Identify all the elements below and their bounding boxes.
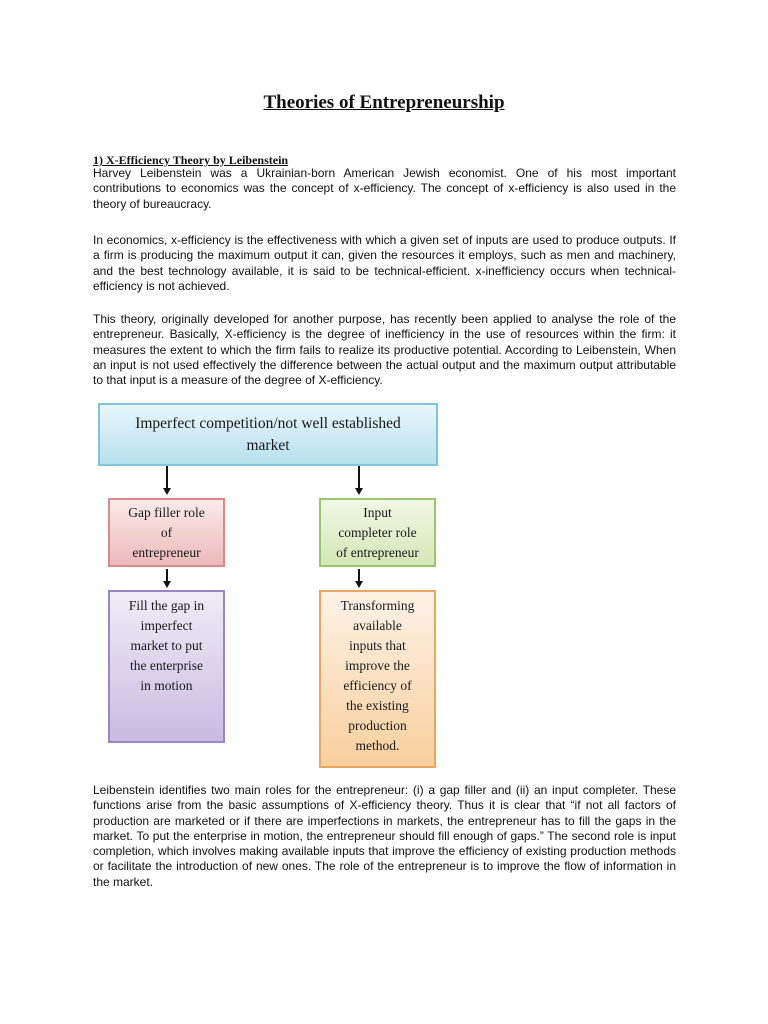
box-line: market to put (130, 638, 203, 653)
connector-line (166, 466, 168, 488)
box-line: entrepreneur (132, 544, 201, 560)
transforming-inputs-box (319, 590, 436, 768)
box-line: in motion (140, 678, 193, 693)
box-line: completer role (338, 524, 417, 540)
box-line: efficiency of (343, 678, 412, 693)
box-line: Fill the gap in (128, 598, 205, 613)
box-line: market (246, 436, 290, 454)
gap-filler-role-box (108, 498, 225, 567)
box-line: Imperfect competition/not well established (135, 414, 401, 432)
arrow-down-icon (163, 581, 171, 588)
box-line: method. (355, 738, 400, 753)
box-line: the enterprise (129, 658, 204, 673)
paragraph-roles: Leibenstein identifies two main roles for the entrepreneur: (i) a gap filler and (ii) an input completer. These functions arise from the basic assumptions of X-efficiency theory. Thus it is clear that “if not all factors of production are marketed or if there are imperfections in markets, the entrepreneur has to fill the gaps in the market. To put the enterprise in motion, the entrepreneur should fill enough of gaps.” The second role is input completion, which involves making available inputs that improve the efficiency of existing production methods or facilitate the introduction of new ones. The role of the entrepreneur is to improve the flow of information in the market. (93, 783, 676, 889)
paragraph-intro: Harvey Leibenstein was a Ukrainian-born American Jewish economist. One of his most important contributions to economics was the concept of x-efficiency. The concept of x-efficiency is also used in the theory of bureaucracy. (93, 166, 676, 211)
connector-line (166, 569, 168, 581)
section-heading: 1) X-Efficiency Theory by Leibenstein (93, 153, 289, 167)
box-line: of (160, 524, 173, 540)
input-completer-role-box (319, 498, 436, 567)
box-line: imperfect (140, 618, 193, 633)
arrow-down-icon (355, 488, 363, 495)
box-line: improve the (345, 658, 410, 673)
box-line: production (348, 718, 407, 733)
fill-the-gap-box (108, 590, 225, 743)
page-title: Theories of Entrepreneurship (263, 92, 505, 113)
box-line: the existing (346, 698, 409, 713)
box-line: Transforming (340, 598, 415, 613)
box-line: of entrepreneur (336, 544, 419, 560)
box-line: inputs that (349, 638, 406, 653)
arrow-down-icon (355, 581, 363, 588)
arrow-down-icon (163, 488, 171, 495)
box-line: Input (363, 504, 392, 520)
box-line: available (353, 618, 402, 633)
connector-line (358, 466, 360, 488)
paragraph-definition: In economics, x-efficiency is the effectiveness with which a given set of inputs are used to produce outputs. If a firm is producing the maximum output it can, given the resources it employs, such as men and machinery, and the best technology available, it is said to be technical-efficient. x-inefficiency occurs when technical-efficiency is not achieved. (93, 233, 676, 293)
box-line: Gap filler role (128, 504, 205, 520)
connector-line (358, 569, 360, 581)
imperfect-competition-box (98, 403, 438, 466)
x-efficiency-diagram (94, 403, 439, 770)
paragraph-application: This theory, originally developed for another purpose, has recently been applied to analyse the role of the entrepreneur. Basically, X-efficiency is the degree of inefficiency in the use of resources within the firm: it measures the extent to which the firm fails to realize its productive potential. According to Leibenstein, When an input is not used effectively the difference between the actual output and the maximum output attributable to that input is a measure of the degree of X-efficiency. (93, 312, 676, 388)
